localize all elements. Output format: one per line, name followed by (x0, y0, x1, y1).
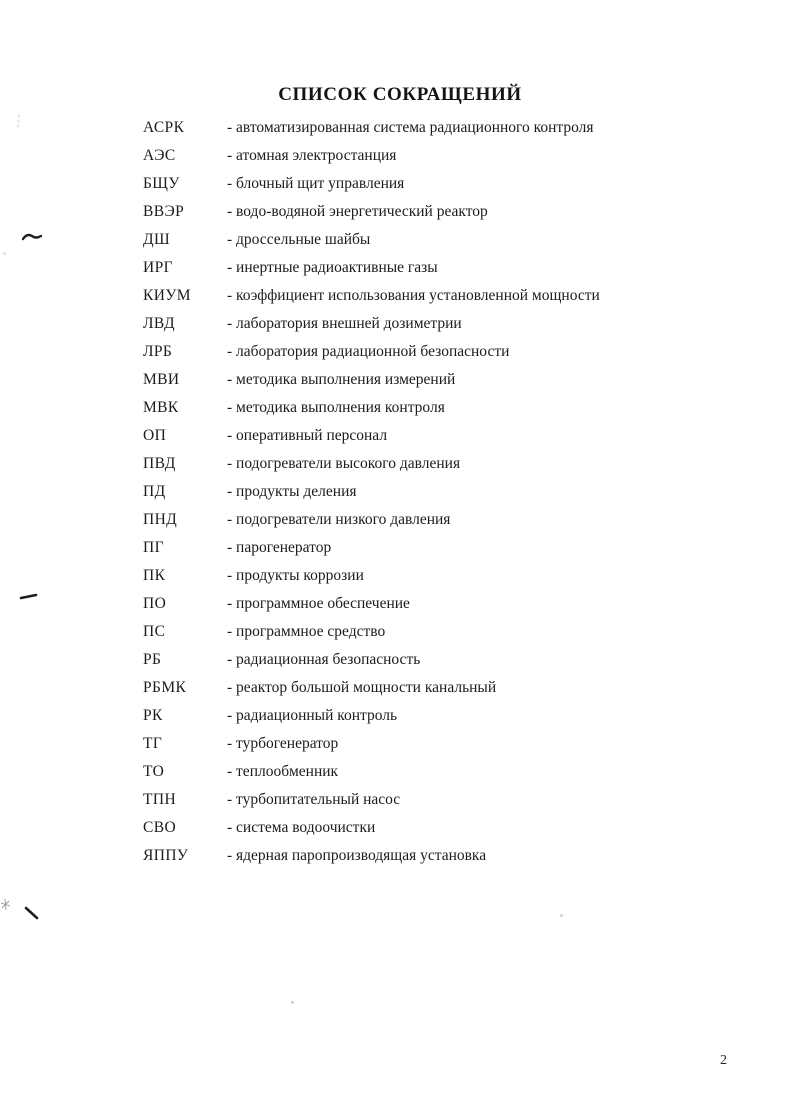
abbreviation-term: ИРГ (143, 259, 173, 276)
abbreviation-definition: - реактор большой мощности канальный (227, 679, 497, 696)
abbreviation-definition: - подогреватели низкого давления (227, 511, 451, 528)
abbreviation-term: ДШ (143, 231, 171, 248)
list-item (0, 618, 800, 646)
abbreviation-term: ПО (143, 595, 167, 612)
abbreviation-term: РБМК (143, 679, 187, 696)
list-item (0, 366, 800, 394)
abbreviation-term: АСРК (143, 119, 185, 136)
abbreviation-term: РБ (143, 651, 162, 668)
abbreviation-term: КИУМ (143, 287, 191, 304)
list-item (0, 786, 800, 814)
abbreviation-definition: - продукты коррозии (227, 567, 364, 584)
abbreviation-term: ПС (143, 623, 166, 640)
list-item (0, 310, 800, 338)
abbreviation-definition: - методика выполнения контроля (227, 399, 445, 416)
abbreviation-definition: - блочный щит управления (227, 175, 405, 192)
abbreviation-term: ТГ (143, 735, 163, 752)
faint-dotted-mark (15, 114, 23, 130)
list-item (0, 198, 800, 226)
abbreviation-term: ПК (143, 567, 166, 584)
abbreviation-definition: - радиационная безопасность (227, 651, 421, 668)
abbreviation-definition: - инертные радиоактивные газы (227, 259, 438, 276)
abbreviation-definition: - водо-водяной энергетический реактор (227, 203, 488, 220)
abbreviation-definition: - подогреватели высокого давления (227, 455, 461, 472)
diagonal-stroke-mark (24, 906, 40, 921)
abbreviation-definition: - лаборатория внешней дозиметрии (227, 315, 462, 332)
abbreviation-definition: - теплообменник (227, 763, 339, 780)
list-item (0, 730, 800, 758)
abbreviation-term: РК (143, 707, 163, 724)
abbreviation-term: ВВЭР (143, 203, 185, 220)
abbreviation-definition: - система водоочистки (227, 819, 376, 836)
abbreviation-term: ЯППУ (143, 847, 189, 864)
abbreviation-definition: - ядерная паропроизводящая установка (227, 847, 487, 864)
list-item (0, 702, 800, 730)
list-item (0, 562, 800, 590)
abbreviation-definition: - парогенератор (227, 539, 332, 556)
abbreviation-definition: - турбогенератор (227, 735, 339, 752)
abbreviation-term: ОП (143, 427, 167, 444)
abbreviation-definition: - атомная электростанция (227, 147, 397, 164)
abbreviation-definition: - коэффициент использования установленной мощности (227, 287, 600, 304)
list-item (0, 338, 800, 366)
abbreviation-definition: - автоматизированная система радиационного контроля (227, 119, 594, 136)
squiggle-tick-mark (21, 231, 43, 243)
abbreviation-definition: - дроссельные шайбы (227, 231, 371, 248)
abbreviation-list (0, 114, 800, 870)
speck-mark (3, 252, 6, 255)
page-number: 2 (720, 1053, 727, 1068)
list-item (0, 282, 800, 310)
abbreviation-term: ЛВД (143, 315, 176, 332)
abbreviation-term: МВИ (143, 371, 180, 388)
list-item (0, 674, 800, 702)
abbreviation-term: МВК (143, 399, 179, 416)
abbreviation-definition: - оперативный персонал (227, 427, 388, 444)
abbreviation-definition: - программное обеспечение (227, 595, 410, 612)
page-title: СПИСОК СОКРАЩЕНИЙ (278, 84, 522, 105)
list-item (0, 142, 800, 170)
list-item (0, 226, 800, 254)
list-item (0, 590, 800, 618)
list-item (0, 478, 800, 506)
asterisk-speck-mark (0, 898, 12, 912)
dash-mark (19, 592, 39, 601)
abbreviation-term: ТПН (143, 791, 177, 808)
abbreviation-term: ПГ (143, 539, 164, 556)
abbreviation-term: АЭС (143, 147, 176, 164)
speck-mark (291, 1001, 294, 1004)
abbreviation-term: БЩУ (143, 175, 180, 192)
abbreviation-term: ТО (143, 763, 165, 780)
list-item (0, 394, 800, 422)
abbreviation-term: ЛРБ (143, 343, 173, 360)
list-item (0, 534, 800, 562)
speck-mark (560, 914, 563, 917)
list-item (0, 842, 800, 870)
abbreviation-definition: - методика выполнения измерений (227, 371, 456, 388)
list-item (0, 170, 800, 198)
abbreviation-term: ПНД (143, 511, 178, 528)
abbreviation-definition: - лаборатория радиационной безопасности (227, 343, 510, 360)
abbreviation-definition: - программное средство (227, 623, 386, 640)
abbreviation-term: ПВД (143, 455, 176, 472)
list-item (0, 450, 800, 478)
list-item (0, 114, 800, 142)
list-item (0, 758, 800, 786)
abbreviation-term: СВО (143, 819, 177, 836)
abbreviation-definition: - радиационный контроль (227, 707, 398, 724)
list-item (0, 506, 800, 534)
list-item (0, 254, 800, 282)
abbreviation-definition: - продукты деления (227, 483, 357, 500)
abbreviation-term: ПД (143, 483, 166, 500)
list-item (0, 422, 800, 450)
list-item (0, 814, 800, 842)
abbreviation-definition: - турбопитательный насос (227, 791, 401, 808)
list-item (0, 646, 800, 674)
